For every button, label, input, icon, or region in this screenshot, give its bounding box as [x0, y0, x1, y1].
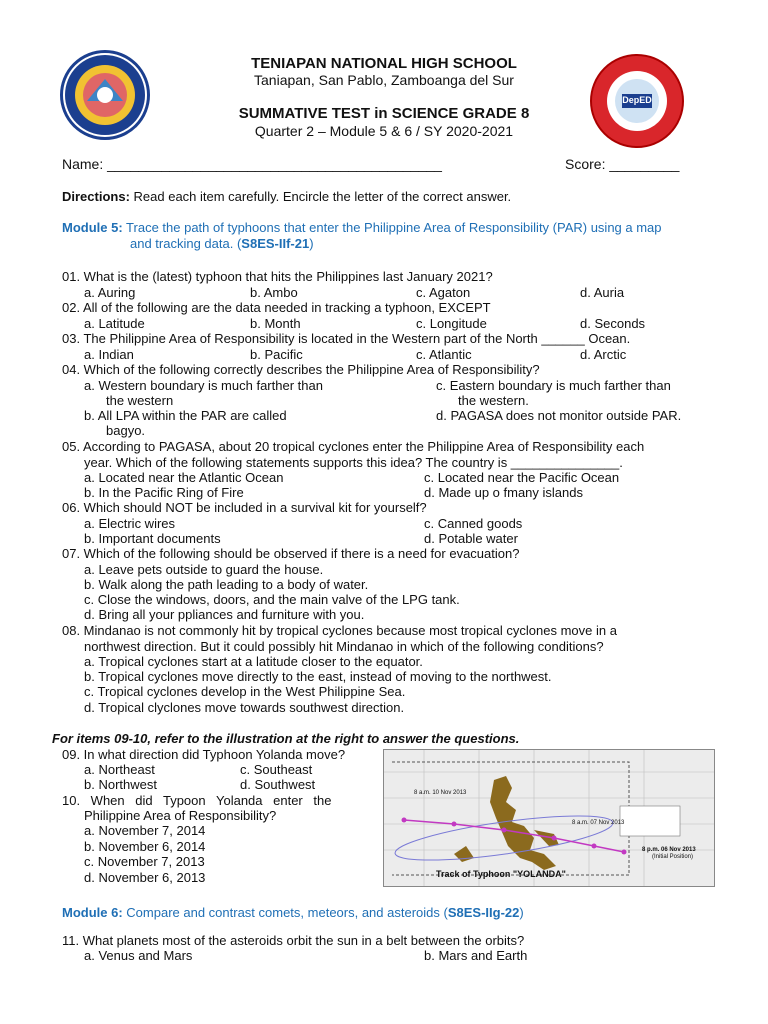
q05-option-a[interactable]: a. Located near the Atlantic Ocean	[84, 470, 284, 485]
q08-option-b[interactable]: b. Tropical cyclones move directly to the east, instead of moving to the northwest.	[84, 669, 552, 684]
q11-option-b[interactable]: b. Mars and Earth	[424, 948, 528, 963]
q09-option-c[interactable]: c. Southeast	[240, 762, 313, 777]
module5-text1: Trace the path of typhoons that enter the Philippine Area of Responsibility (PAR) using a map	[122, 220, 662, 235]
directions-label: Directions:	[62, 189, 130, 204]
map-label-nov06: 8 p.m. 06 Nov 2013	[642, 847, 696, 853]
q09-stem: 09. In what direction did Typhoon Yolanda move?	[62, 747, 346, 762]
q10-option-c[interactable]: c. November 7, 2013	[84, 854, 205, 869]
q07-option-d[interactable]: d. Bring all your ppliances and furniture with you.	[84, 607, 365, 622]
q07-option-c[interactable]: c. Close the windows, doors, and the main valve of the LPG tank.	[84, 592, 460, 607]
q06-option-c[interactable]: c. Canned goods	[424, 516, 523, 531]
q04-stem: 04. Which of the following correctly describes the Philippine Area of Responsibility?	[62, 362, 540, 377]
q10-stem-line1: 10. When did Typoon Yolanda enter the	[62, 793, 332, 808]
q08-stem-line2: northwest direction. But it could possibly hit Mindanao in which of the following conditions?	[84, 639, 604, 654]
q05-option-d[interactable]: d. Made up o fmany islands	[424, 485, 583, 500]
track-map-graphic	[384, 750, 714, 886]
q06-option-b[interactable]: b. Important documents	[84, 531, 221, 546]
map-title: Track of Typhoon "YOLANDA"	[436, 869, 566, 879]
module5-heading-line2: and tracking data. (S8ES-IIf-21)	[130, 236, 314, 251]
q02-option-a[interactable]: a. Latitude	[84, 316, 145, 331]
module6-label: Module 6:	[62, 905, 123, 920]
map-label-initial: (Initial Position)	[652, 854, 694, 860]
q05-option-c[interactable]: c. Located near the Pacific Ocean	[424, 470, 620, 485]
q11-option-a[interactable]: a. Venus and Mars	[84, 948, 193, 963]
q08-option-d[interactable]: d. Tropical clyclones move towards southwest direction.	[84, 700, 405, 715]
module6-code: S8ES-IIg-22	[447, 905, 520, 920]
q03-option-c[interactable]: c. Atlantic	[416, 347, 472, 362]
typhoon-yolanda-track-map	[383, 749, 715, 887]
q06-option-d[interactable]: d. Potable water	[424, 531, 518, 546]
school-address: Taniapan, San Pablo, Zamboanga del Sur	[254, 72, 514, 88]
q11-stem: 11. What planets most of the asteroids orbit the sun in a belt between the orbits?	[62, 933, 525, 948]
q03-option-b[interactable]: b. Pacific	[250, 347, 303, 362]
q05-option-b[interactable]: b. In the Pacific Ring of Fire	[84, 485, 244, 500]
q09-option-a[interactable]: a. Northeast	[84, 762, 155, 777]
q05-stem-line1: 05. According to PAGASA, about 20 tropical cyclones enter the Philippine Area of Responsibility each	[62, 439, 645, 454]
module6-heading: Module 6: Compare and contrast comets, meteors, and asteroids (S8ES-IIg-22)	[62, 905, 524, 920]
q02-option-b[interactable]: b. Month	[250, 316, 301, 331]
q04-option-a-cont: the western	[106, 393, 174, 408]
q03-option-a[interactable]: a. Indian	[84, 347, 134, 362]
module5-heading	[62, 220, 662, 235]
q02-stem: 02. All of the following are the data needed in tracking a typhoon, EXCEPT	[62, 300, 491, 315]
q04-option-c[interactable]: c. Eastern boundary is much farther than	[436, 378, 671, 393]
module5-code: S8ES-IIf-21	[241, 236, 310, 251]
q01-option-b[interactable]: b. Ambo	[250, 285, 298, 300]
q01-stem: 01. What is the (latest) typhoon that hits the Philippines last January 2021?	[62, 269, 493, 284]
name-field: Name: ___________________________________________	[62, 156, 442, 172]
q02-option-c[interactable]: c. Longitude	[416, 316, 487, 331]
q09-option-d[interactable]: d. Southwest	[240, 777, 316, 792]
q10-stem-line2: Philippine Area of Responsibility?	[84, 808, 277, 823]
q08-option-c[interactable]: c. Tropical cyclones develop in the West Philippine Sea.	[84, 684, 406, 699]
items-09-10-note: For items 09-10, refer to the illustration at the right to answer the questions.	[52, 731, 520, 746]
q08-stem-line1: 08. Mindanao is not commonly hit by tropical cyclones because most tropical cyclones move in a	[62, 623, 617, 638]
school-name: TENIAPAN NATIONAL HIGH SCHOOL	[251, 55, 517, 72]
directions	[62, 189, 511, 204]
q01-option-a[interactable]: a. Auring	[84, 285, 136, 300]
school-seal-center-text: DepED	[622, 95, 652, 105]
q06-option-a[interactable]: a. Electric wires	[84, 516, 176, 531]
q10-option-a[interactable]: a. November 7, 2014	[84, 823, 206, 838]
q04-option-b[interactable]: b. All LPA within the PAR are called	[84, 408, 287, 423]
q01-option-d[interactable]: d. Auria	[580, 285, 625, 300]
module6-text: Compare and contrast comets, meteors, and asteroids (	[122, 905, 448, 920]
q10-option-b[interactable]: b. November 6, 2014	[84, 839, 206, 854]
q03-option-d[interactable]: d. Arctic	[580, 347, 627, 362]
q06-stem: 06. Which should NOT be included in a survival kit for yourself?	[62, 500, 427, 515]
q07-stem: 07. Which of the following should be observed if there is a need for evacuation?	[62, 546, 520, 561]
quarter-line: Quarter 2 – Module 5 & 6 / SY 2020-2021	[254, 123, 514, 139]
q04-option-d[interactable]: d. PAGASA does not monitor outside PAR.	[436, 408, 682, 423]
score-field: Score: _________	[565, 156, 680, 172]
q09-option-b[interactable]: b. Northwest	[84, 777, 157, 792]
q07-option-a[interactable]: a. Leave pets outside to guard the house.	[84, 562, 324, 577]
q01-option-c[interactable]: c. Agaton	[416, 285, 471, 300]
q05-stem-line2: year. Which of the following statements supports this idea? The country is _______________.	[84, 455, 623, 470]
q08-option-a[interactable]: a. Tropical cyclones start at a latitude closer to the equator.	[84, 654, 423, 669]
directions-text: Read each item carefully. Encircle the letter of the correct answer.	[129, 189, 512, 204]
q07-option-b[interactable]: b. Walk along the path leading to a body of water.	[84, 577, 369, 592]
q02-option-d[interactable]: d. Seconds	[580, 316, 646, 331]
test-title: SUMMATIVE TEST in SCIENCE GRADE 8	[238, 105, 530, 122]
module5-label: Module 5:	[62, 220, 123, 235]
q04-option-a[interactable]: a. Western boundary is much farther than	[84, 378, 323, 393]
map-label-nov10: 8 a.m. 10 Nov 2013	[414, 790, 467, 796]
q10-option-d[interactable]: d. November 6, 2013	[84, 870, 206, 885]
q04-option-c-cont: the western.	[458, 393, 529, 408]
map-label-nov07: 8 a.m. 07 Nov 2013	[572, 820, 625, 826]
q03-stem: 03. The Philippine Area of Responsibility is located in the Western part of the North ______ Ocean.	[62, 331, 631, 346]
q04-option-b-cont: bagyo.	[106, 423, 146, 438]
